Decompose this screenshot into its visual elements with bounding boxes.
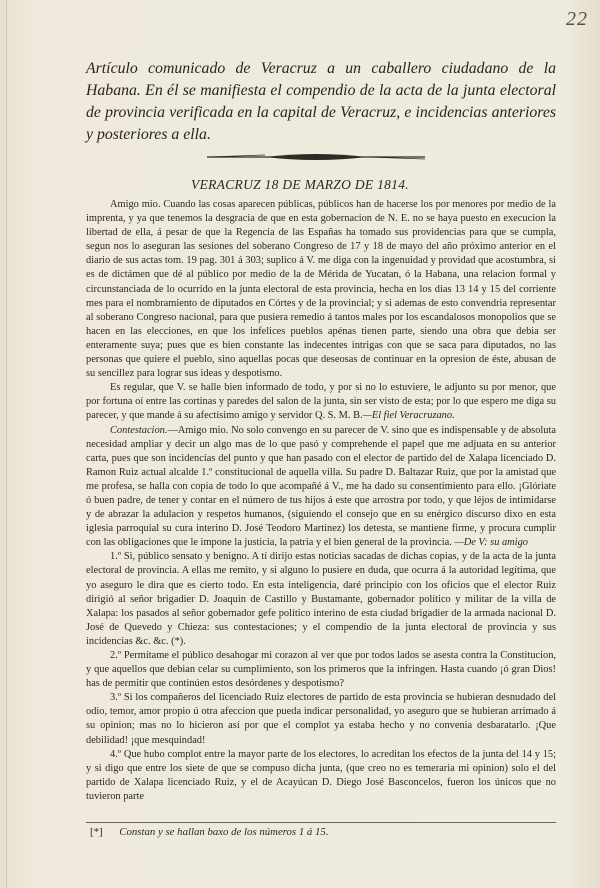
paragraph-text: Si los compañeros del licenciado Ruiz electores de partido de esta provincia se hubieran desnudado del odio, temor, amor propio ú otra afeccion que pueda indicar personalidad, yo aseguro que se hubieran arrimado á su opinion; mas no lo hicieron así por que el complot ya estaba hecho y no convenia desbaratarlo. ¡Que debilidad! ¡que mesquindad! [86,692,556,746]
paragraph [86,550,556,649]
footnote-mark: [*] [90,826,103,838]
page-edge [6,0,7,888]
signature: —El fiel Veracruzano. [362,410,455,422]
paragraph-text: —Amigo mio. No solo convengo en su parecer de V. sino que es indispensable y de absoluta necesidad ampliar y decir un algo mas de lo que pasó y comprehende el papel que me adjuata en su anterior carta, pues que son incidencias del punto y que han pasado con el elector de partido del de Xalapa licenciado D. Ramon Ruiz actual alcalde 1.º constitucional de aquella villa. Su padre D. Baltazar Ruiz, que por la amistad que me profesa, se halla con copia de todo lo que acompañé á V., me ha dado su consentimiento para ello. ¡Glóriate ó buen padre, de tener y contar en el número de tus hijos á este que arrostra por todo, y que léjos de intimidarse y de abrazar la adulacion y respetos humanos, (siguiendo el consejo que en su enérgico discurso dixo en esta iglesia parroquial su cura interino D. José Teodoro Martinez) los detesta, se mantiene firme, y procura cumplir con las obligaciones que le impone la justicia, la patria y el bien general de la provincia. [86,424,556,549]
paragraph-text: Es regular, que V. se halle bien informado de todo, y por si no lo estuviere, le adjunto su por menor, que por fortuna oí entre las cortinas y paredes del salon de la junta, sin ser visto de esta; por lo que espero me diga su parecer, y que mande á su afectísimo amigo y servidor Q. S. M. B. [86,382,556,422]
article-title: Artículo comunicado de Veracruz a un caballero ciudadano de la Habana. En él se manifiesta el compendio de la acta de la junta electoral de provincia verificada en la capital de Veracruz, e incidencias anteriores y posteriores a ella. [86,60,556,143]
paragraph-lead: 1.º [110,551,122,563]
ornamental-rule [205,152,427,162]
footnote-divider [86,822,556,823]
paragraph [86,649,556,691]
paragraph [86,424,556,551]
paragraph-text: Amigo mio. Cuando las cosas aparecen públicas, públicos han de hacerse los por menores por medio de la imprenta, y ya que tenemos la desgracia de que en esta gobernacion de N. E. no se haya puesto en execucion la libertad de ella, á pesar de que la Regencia de las Españas ha tomado sus providencias para que se cumpla, segun nos lo aseguran las sesiones del soberano Congreso de 17 y 18 de mayo del año próximo anterior en el diario de sus actas tom. 19 pag. 301 á 303; suplico á V. me diga con la ingenuidad y providad que acostumbra, si es de dictámen que dé al público por medio de la de Mérida de Yucatan, ó la Habana, una relacion formal y circunstanciada de lo ocurrido en la junta electoral de esta provincia, hecha en los dias 13 14 y 15 del corriente mes para el nombramiento de diputados en Córtes y de la provincial; y si ademas de esto convendria representar al soberano Congreso nacional, para que pusiera remedio á tantos males por los escandalosos monopolios que se hacen en las elecciones, en que los infelices pueblos apénas tienen parte, siendo una obra que debia ser enteramente suya; pues que es bien constante las indecentes intrigas con que se saca para diputados, no las personas que quiere el pueblo, sino aquellas pocas que deseosas de continuar en la opresion de éste, abusan de su sencillez para lograr sus ideas y despotismo. [86,199,556,380]
paragraph [86,691,556,747]
paragraph [86,748,556,804]
paragraph-lead: Contestacion. [110,424,168,436]
paragraph-text: Que hubo complot entre la mayor parte de los electores, lo acreditan los efectos de la junta del 14 y 15; y si digo que entre los siete de que se compuso dicha junta, (que creo no es temeraria mi opinion) solo el del partido de Xalapa licenciado Ruiz, y el de Acayúcan D. Diego José Basconcelos, fueron los únicos que no tuvieron parte [86,748,556,802]
paragraph-lead: 2.º [110,650,122,661]
footnote-text: Constan y se hallan baxo de los números 1 á 15. [119,826,329,838]
paragraph-text: Permítame el público desahogar mi corazon al ver que por todos lados se asesta contra la Constitucion, y que aquellos que debian celar su cumplimiento, son los primeros que la infringen. Hasta cuando ¡ó gran Dios! has de permitir que continúen estos desórdenes y despotismo? [86,650,556,690]
article-body [86,198,556,804]
paragraph [86,381,556,423]
paragraph-text: Si, público sensato y benigno. A tí dirijo estas noticias sacadas de dichas copias, y de la acta de la junta electoral de provincia. A ellas me remito, y si alguno lo pusiere en duda, que ocurra á la autoridad legítima, que yo aseguro le dira que es cierto todo. En esta inteligencia, daré principio con los oficios que el elector Ruiz dirigió al señor brigadier D. Joaquin de Castillo y Bustamante, gobernador político y militar de la villa de Xalapa: los pasados al señor gobernador gefe político interino de esta ciudad brigadier de la armada nacional D. José de Quevedo y Chieza: sus contestaciones; y el compendio de la junta electoral de provincia y sus incidencias &c. &c. (*). [86,551,556,647]
paragraph-lead: 4.º [110,748,122,760]
footnote [86,826,556,838]
dateline: VERACRUZ 18 DE MARZO DE 1814. [191,177,409,192]
folio-number: 22 [566,8,588,30]
signature: —De V: su amigo [454,537,528,549]
paragraph [86,198,556,381]
paragraph-lead: 3.º [110,692,122,704]
